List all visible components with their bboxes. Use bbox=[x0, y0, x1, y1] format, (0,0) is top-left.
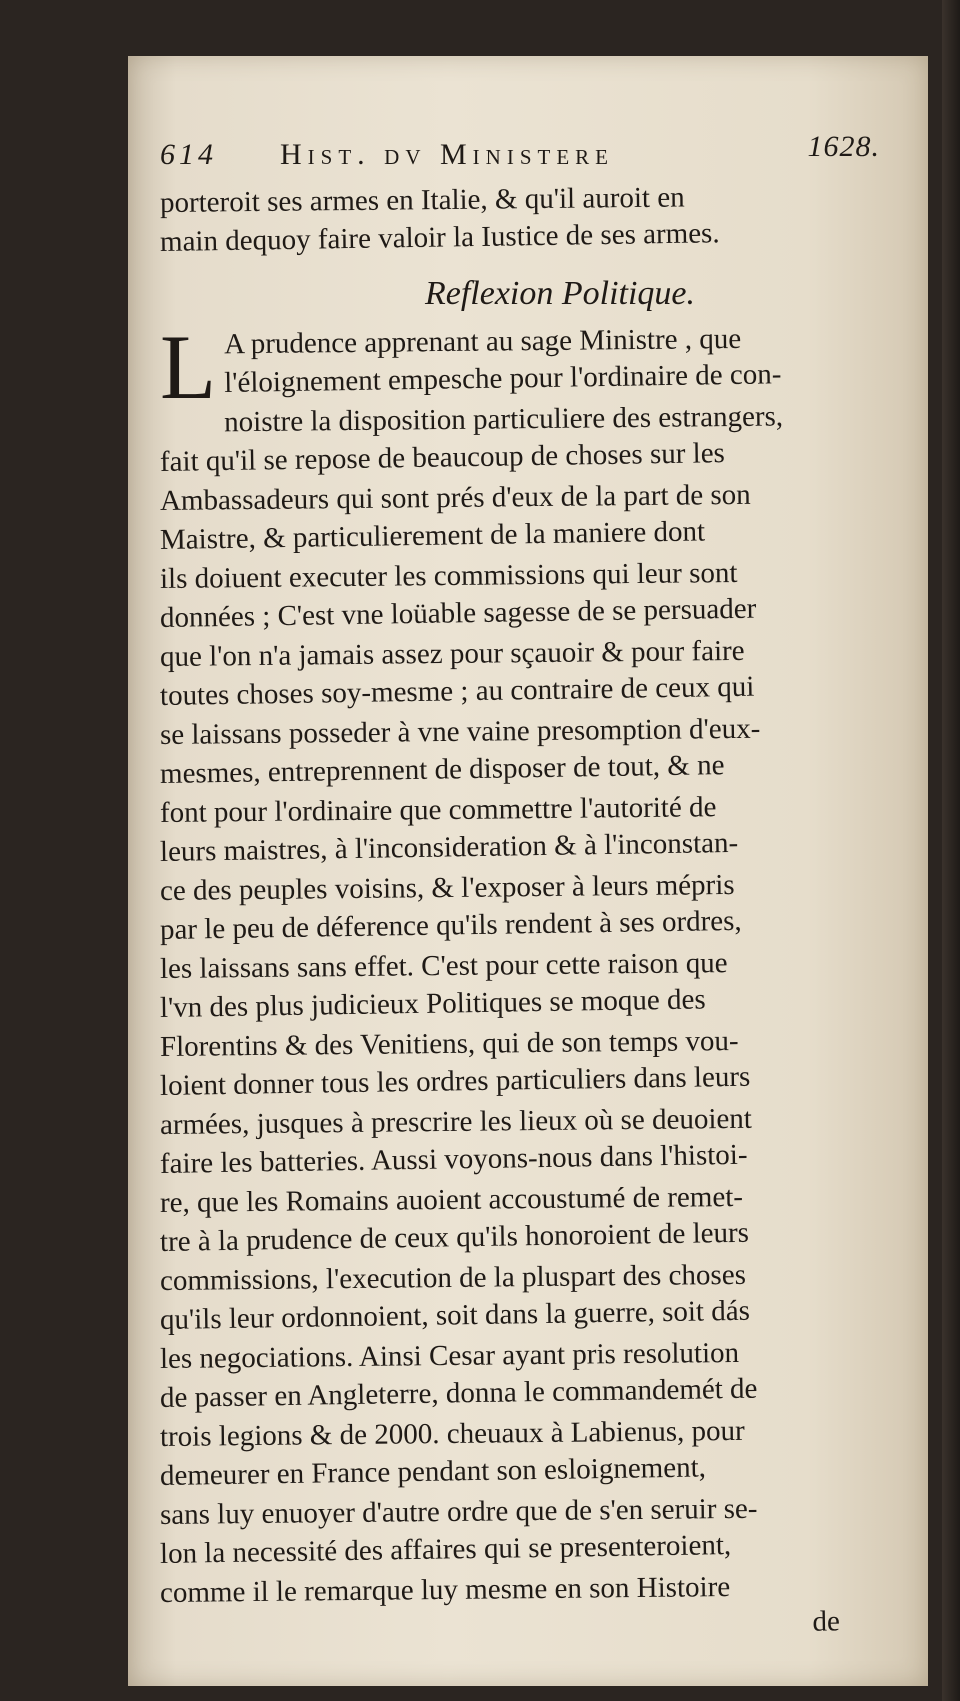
text-line: qu'ils leur ordonnoient, soit dans la guerre, soit dás bbox=[159, 1294, 751, 1336]
text-line: Maistre, & particulierement de la maniere dont bbox=[159, 515, 706, 556]
text-line: porteroit ses armes en Italie, & qu'il auroit en bbox=[159, 181, 685, 219]
reflexion-paragraph bbox=[159, 316, 920, 1652]
catchword: de bbox=[812, 1605, 841, 1638]
text-line: sans luy enuoyer d'autre ordre que de s'en seruir se- bbox=[159, 1492, 758, 1531]
first-lines bbox=[160, 316, 920, 418]
intro-paragraph bbox=[159, 181, 920, 262]
text-line: noistre la disposition particuliere des estrangers, bbox=[224, 400, 784, 439]
text-line: mesmes, entreprennent de disposer de tout, & ne bbox=[159, 749, 725, 790]
text-line: armées, jusques à prescrire les lieux où se deuoient bbox=[159, 1102, 753, 1141]
header-year: 1628. bbox=[807, 130, 880, 163]
text-line: A prudence apprenant au sage Ministre , que bbox=[224, 322, 742, 361]
text-line: fait qu'il se repose de beaucoup de choses sur les bbox=[159, 437, 726, 478]
text-line: l'éloignement empesche pour l'ordinaire de con- bbox=[223, 358, 782, 399]
text-line: leurs maistres, à l'inconsideration & à l'inconstan- bbox=[159, 826, 739, 868]
text-line: par le peu de déference qu'ils rendent à ses ordres, bbox=[159, 904, 742, 946]
text-line: données ; C'est vne loüable sagesse de se persuader bbox=[159, 592, 757, 634]
text-line: Ambassadeurs qui sont prés d'eux de la part de son bbox=[159, 478, 751, 517]
text-line: font pour l'ordinaire que commettre l'autorité de bbox=[159, 791, 717, 829]
text-line: tre à la prudence de ceux qu'ils honoroient de leurs bbox=[159, 1216, 750, 1258]
text-line: faire les batteries. Aussi voyons-nous dans l'histoi- bbox=[159, 1138, 748, 1180]
body-lines bbox=[159, 400, 920, 1652]
section-title: Reflexion Politique. bbox=[424, 275, 696, 312]
text-line: Florentins & des Venitiens, qui de son temps vou- bbox=[159, 1024, 739, 1063]
running-head: Hist. dv Ministere bbox=[280, 138, 614, 171]
text-line: commissions, l'execution de la pluspart des choses bbox=[159, 1258, 747, 1297]
text-line: ce des peuples voisins, & l'exposer à leurs mépris bbox=[159, 868, 735, 907]
text-line: les laissans sans effet. C'est pour cette raison que bbox=[159, 947, 728, 985]
book-spine-edge bbox=[942, 0, 960, 1701]
page-text-block bbox=[160, 128, 920, 1652]
text-line: loient donner tous les ordres particuliers dans leurs bbox=[159, 1060, 751, 1102]
text-line: les negociations. Ainsi Cesar ayant pris resolution bbox=[159, 1336, 740, 1375]
text-line: trois legions & de 2000. cheuaux à Labienus, pour bbox=[159, 1414, 745, 1453]
text-line: de passer en Angleterre, donna le commandemét de bbox=[159, 1372, 758, 1414]
text-line: ils doiuent executer les commissions qui leur sont bbox=[159, 556, 738, 595]
text-line: main dequoy faire valoir la Iustice de ses armes. bbox=[159, 217, 720, 258]
text-line: se laissans posseder à vne vaine presomption d'eux- bbox=[159, 712, 761, 751]
text-line: lon la necessité des affaires qui se presenteroient, bbox=[159, 1529, 732, 1570]
text-line: re, que les Romains auoient accoustumé de remet- bbox=[159, 1180, 744, 1219]
text-line: que l'on n'a jamais assez pour sçauoir & pour faire bbox=[159, 634, 745, 673]
text-line: demeurer en France pendant son esloignement, bbox=[159, 1451, 707, 1492]
text-line: comme il le remarque luy mesme en son Histoire bbox=[159, 1571, 731, 1609]
page-number: 614 bbox=[160, 138, 217, 171]
text-line: l'vn des plus judicieux Politiques se moque des bbox=[159, 983, 706, 1024]
running-header bbox=[160, 128, 920, 184]
drop-cap: L bbox=[160, 316, 217, 418]
text-line: toutes choses soy-mesme ; au contraire de ceux qui bbox=[159, 670, 755, 712]
